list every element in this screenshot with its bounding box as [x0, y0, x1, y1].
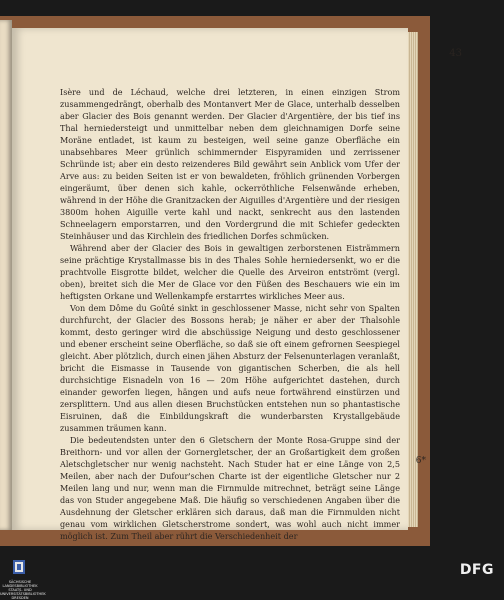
signature-mark: 6*	[415, 456, 426, 466]
page-body-text	[60, 86, 400, 542]
library-logo-label: SÄCHSISCHE LANDESBIBLIOTHEK STAATS- UND UNIVERSITÄTSBIBLIOTHEK DRESDEN	[0, 580, 46, 600]
page-number: 43	[449, 48, 462, 59]
dfg-logo: DFG	[459, 562, 494, 578]
left-page-edge	[0, 20, 12, 530]
paragraph: Während aber der Glacier des Bois in gewaltigen zerborstenen Eisträmmern seine prächtige Krystallmasse bis in des Thales Sohle herniedersenkt, wo er die prachtvolle Eisgrotte bildet, welcher die Quelle des Arveiron entströmt (vergl. oben), breitet sich die Mer de Glace vor den Füßen des Beschauers wie ein im heftigsten Orkane und Wellenkampfe erstarrtes wirkliches Meer aus.	[60, 243, 400, 301]
footer-bar	[0, 556, 504, 588]
paragraph: Von dem Dôme du Goûté sinkt in geschlossener Masse, nicht sehr von Spalten durchfurcht, der Glacier des Bossons herab; je näher er aber der Thalsohle kommt, desto geringer wird die abschüssige Neigung und desto geschlossener und ebener erscheint seine Oberfläche, so daß sie oft einem gefrornen Seespiegel gleicht. Aber plötzlich, durch einen jähen Absturz der Felsenunterlagen veranlaßt, bricht die Eismasse in Tausende von gigantischen Scherben, die als hell durchsichtige Eisnadeln von 16 — 20m Höhe aufgerichtet dastehen, durch einander geworfen liegen, hängen und aufs neue fortwährend einstürzen und zersplittern. Und aus allen diesen Bruchstücken entstehen nun so phantastische Eisruinen, daß die Einbildungskraft die wunderbarsten Krystallgebäude zusammen träumen kann.	[60, 303, 400, 433]
paragraph: Die bedeutendsten unter den 6 Gletschern der Monte Rosa-Gruppe sind der Breithorn- und vor allen der Gornergletscher, der an Großartigkeit dem großen Aletschgletscher nur wenig nachsteht. Nach Studer hat er eine Länge von 2,5 Meilen, aber nach der Dufour'schen Charte ist der eigentliche Gletscher nur 2 Meilen lang und nur, wenn man die Firnmulde mitrechnet, beträgt seine Länge das von Studer angegebene Maß. Die häufig so verschiedenen Angaben über die Ausdehnung der Gletscher erklären sich daraus, daß man die Firnmulden nicht genau vom wirklichen Gletscherstrome sondert, was wohl auch nicht immer möglich ist. Zum Theil aber rührt die Verschiedenheit der	[60, 435, 400, 541]
paragraph: Isère und de Léchaud, welche drei letzteren, in einen einzigen Strom zusammengedrängt, oberhalb des Montanvert Mer de Glace, unterhalb desselben aber Glacier des Bois genannt werden. Der Glacier d'Argentière, der bis tief ins Thal herniedersteigt und unmittelbar neben dem gleichnamigen Dorfe seine Moräne entladet, ist kaum zu besteigen, weil seine ganze Oberfläche ein unabsehbares Meer grünlich schimmernder Eispyramiden und zerrissener Schründe ist; aber ein desto reizenderes Bild gewährt sein Anblick vom Ufer der Arve aus: zu beiden Seiten ist er von bewaldeten, fröhlich grünenden Vorbergen eingeräumt, über denen sich kahle, ockerröthliche Felsenwände erheben, während in der Höhe die Granitzacken der Aiguilles d'Argentière und der riesigen 3800m hohen Aiguille verte kahl und nackt, senkrecht aus den lastenden Schneelagern emporstarren, und den Vordergrund die mit Schiefer gedeckten Steinhäuser und das Kirchlein des friedlichen Dorfes schmücken.	[60, 87, 400, 241]
page-stack-edge	[408, 32, 418, 527]
